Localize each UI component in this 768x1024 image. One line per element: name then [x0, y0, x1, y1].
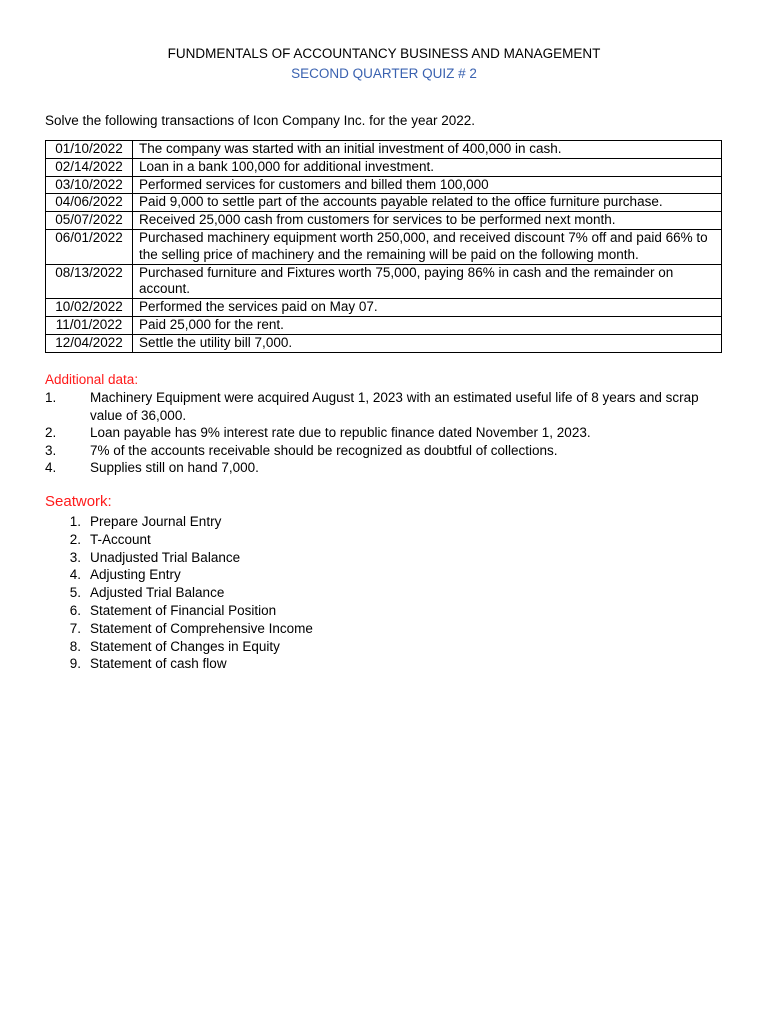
table-row	[46, 194, 722, 212]
list-item	[45, 424, 722, 442]
list-item-number: 3.	[45, 442, 57, 458]
transaction-date: 10/02/2022	[46, 299, 133, 317]
list-item	[45, 638, 313, 656]
transaction-description: Performed services for customers and billed them 100,000	[133, 176, 722, 194]
list-item-number: 4.	[69, 567, 81, 583]
list-item-number: 9.	[69, 656, 81, 672]
transaction-date: 01/10/2022	[46, 141, 133, 159]
table-row	[46, 176, 722, 194]
table-row	[46, 158, 722, 176]
list-item-text: Statement of Financial Position	[90, 602, 277, 618]
transaction-description: Paid 9,000 to settle part of the accounts payable related to the office furniture purchase.	[133, 194, 722, 212]
list-item-number: 7.	[69, 620, 81, 636]
seatwork-heading: Seatwork:	[45, 493, 112, 510]
list-item	[45, 602, 313, 620]
transaction-date: 03/10/2022	[46, 176, 133, 194]
list-item-text: Statement of Comprehensive Income	[90, 620, 313, 636]
table-row	[46, 299, 722, 317]
list-item-text: T-Account	[90, 531, 151, 547]
transaction-description: The company was started with an initial investment of 400,000 in cash.	[133, 141, 722, 159]
list-item-text: Loan payable has 9% interest rate due to republic finance dated November 1, 2023.	[90, 425, 591, 441]
transaction-date: 04/06/2022	[46, 194, 133, 212]
table-row	[46, 141, 722, 159]
transaction-date: 05/07/2022	[46, 212, 133, 230]
list-item	[45, 584, 313, 602]
list-item-text: Adjusting Entry	[90, 567, 181, 583]
list-item	[45, 513, 313, 531]
list-item-number: 6.	[69, 602, 81, 618]
list-item-number: 2.	[45, 425, 57, 441]
transaction-description: Settle the utility bill 7,000.	[133, 334, 722, 352]
list-item	[45, 620, 313, 638]
list-item-text: Unadjusted Trial Balance	[90, 549, 241, 565]
transaction-description: Purchased machinery equipment worth 250,000, and received discount 7% off and paid 66% to the selling price of machinery and the remaining will be paid on the following month.	[133, 229, 722, 264]
table-row	[46, 212, 722, 230]
list-item-text: Machinery Equipment were acquired August 1, 2023 with an estimated useful life of 8 years and scrap value of 36,000.	[90, 390, 699, 423]
list-item-text: Statement of cash flow	[90, 656, 227, 672]
list-item-text: 7% of the accounts receivable should be recognized as doubtful of collections.	[90, 442, 558, 458]
transaction-date: 11/01/2022	[46, 316, 133, 334]
list-item	[45, 389, 722, 424]
transaction-description: Paid 25,000 for the rent.	[133, 316, 722, 334]
list-item-number: 1.	[69, 514, 81, 529]
transactions-table	[45, 140, 722, 353]
transaction-description: Received 25,000 cash from customers for services to be performed next month.	[133, 212, 722, 230]
list-item	[45, 459, 722, 477]
list-item	[45, 442, 722, 460]
additional-data-list	[45, 389, 722, 477]
list-item	[45, 549, 313, 567]
transaction-date: 06/01/2022	[46, 229, 133, 264]
transaction-description: Performed the services paid on May 07.	[133, 299, 722, 317]
table-row	[46, 229, 722, 264]
instructions-text: Solve the following transactions of Icon Company Inc. for the year 2022.	[45, 113, 475, 128]
list-item	[45, 566, 313, 584]
transaction-date: 02/14/2022	[46, 158, 133, 176]
document-title: FUNDMENTALS OF ACCOUNTANCY BUSINESS AND MANAGEMENT	[167, 46, 601, 61]
table-row	[46, 264, 722, 299]
seatwork-list	[45, 513, 313, 673]
transaction-date: 12/04/2022	[46, 334, 133, 352]
list-item-number: 5.	[69, 585, 81, 601]
list-item	[45, 655, 313, 673]
list-item-text: Statement of Changes in Equity	[90, 638, 280, 654]
additional-data-heading: Additional data:	[45, 372, 139, 387]
transaction-date: 08/13/2022	[46, 264, 133, 299]
list-item-text: Adjusted Trial Balance	[90, 585, 225, 601]
document-subtitle: SECOND QUARTER QUIZ # 2	[291, 66, 477, 81]
transaction-description: Purchased furniture and Fixtures worth 75,000, paying 86% in cash and the remainder on account.	[133, 264, 722, 299]
table-row	[46, 334, 722, 352]
list-item-number: 3.	[69, 549, 81, 565]
list-item-number: 8.	[69, 638, 81, 654]
list-item	[45, 531, 313, 549]
table-row	[46, 316, 722, 334]
transaction-description: Loan in a bank 100,000 for additional investment.	[133, 158, 722, 176]
list-item-number: 1.	[45, 390, 57, 405]
list-item-text: Prepare Journal Entry	[90, 514, 222, 529]
list-item-text: Supplies still on hand 7,000.	[90, 460, 259, 476]
list-item-number: 2.	[69, 531, 81, 547]
list-item-number: 4.	[45, 460, 57, 476]
